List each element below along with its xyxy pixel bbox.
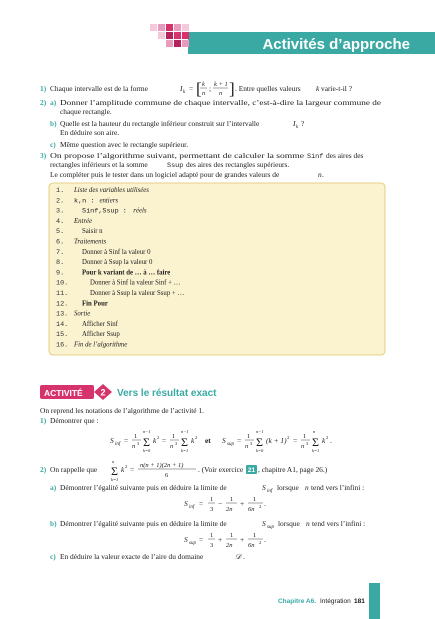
svg-text:+: + [218,535,223,544]
svg-text:;: ; [209,84,212,93]
svg-text:rectangles inférieurs et la so: rectangles inférieurs et la somme [50,160,148,169]
svg-text:Chaque intervalle est de la fo: Chaque intervalle est de la forme [50,84,148,93]
algorithm-line-number: 4. [56,217,65,226]
svg-text:3: 3 [137,441,140,446]
page-number: 181 [354,598,365,605]
svg-text:k: k [191,436,195,445]
svg-text:k=1: k=1 [181,448,189,453]
svg-text:k: k [322,436,326,445]
question-3 [40,151,363,179]
svg-text:n: n [305,483,309,492]
svg-text:sup: sup [189,541,196,546]
svg-text:des aires des: des aires des [326,151,364,160]
svg-text:.: . [330,436,332,445]
svg-text:1: 1 [303,433,307,440]
svg-text:I: I [293,119,296,128]
svg-text:b): b) [50,519,57,528]
svg-text:n−1: n−1 [143,429,151,434]
svg-text:1: 1 [253,532,257,539]
algorithm-line-text: Donner à Sinf la valeur 0 [82,248,151,256]
svg-text:2: 2 [157,435,160,440]
algorithm-line-text: Liste des variables utilisées [74,187,149,194]
algorithm-line-text: Fin Pour [82,300,108,308]
algorithm-line-text: Entrée [74,217,93,225]
mosaic-square [166,32,173,39]
mosaic-square [174,40,181,47]
svg-text:n: n [318,170,322,179]
svg-text:3: 3 [210,542,214,549]
svg-text:2n: 2n [226,506,233,513]
svg-text:S: S [184,535,188,544]
algorithm-line-text: k,n : [74,197,95,206]
algorithm-line-text: Traitements [74,238,107,246]
equation-sums [110,429,332,453]
svg-text:I: I [180,84,183,93]
svg-text:n(n + 1)(2n + 1): n(n + 1)(2n + 1) [140,462,184,469]
question-1 [40,79,352,98]
svg-text:k=0: k=0 [256,448,264,453]
svg-text:lorsque: lorsque [278,519,300,528]
mosaic-square [166,40,173,47]
svg-text:3: 3 [175,441,178,446]
mosaic-square [158,32,165,39]
svg-text:𝒟: 𝒟 [235,552,241,561]
svg-text:=: = [293,436,298,445]
svg-text:k: k [296,125,299,130]
svg-text:3): 3) [40,151,47,160]
svg-text:1: 1 [253,496,257,503]
svg-text:?: ? [301,119,305,128]
mosaic-square [158,24,165,31]
svg-text:n−1: n−1 [181,429,189,434]
svg-text:1: 1 [172,433,176,440]
svg-text:1: 1 [230,532,234,539]
svg-text:des aires des rectangles supér: des aires des rectangles supérieurs. [186,160,290,169]
mosaic-square [182,40,189,47]
page-title: Activités d’approche [262,36,410,53]
mosaic-square [174,32,181,39]
footer-section: Intégration [320,598,351,605]
svg-text:6n: 6n [248,506,255,513]
svg-text:.: . [264,499,266,508]
svg-text:2: 2 [259,540,262,545]
activity-title: Vers le résultat exact [117,388,217,399]
svg-text:=: = [189,84,194,93]
svg-text:1: 1 [210,496,214,503]
algorithm-line-number: 11. [56,290,69,298]
svg-text:sup: sup [227,442,234,447]
svg-text:tend vers l’infini :: tend vers l’infini : [311,483,365,492]
svg-text:inf: inf [189,505,195,510]
svg-text:+: + [240,535,245,544]
algorithm-line-text: Afficher Ssup [82,331,120,339]
algorithm-line-number: 7. [56,248,65,257]
svg-text:.: . [322,170,324,179]
svg-text:n: n [112,459,115,464]
algorithm-line-number: 14. [56,320,69,329]
svg-text:n: n [301,443,305,450]
svg-text:.: . [243,552,245,561]
svg-text:=: = [199,499,204,508]
sum-symbol: Σ [111,464,118,478]
svg-text:inf: inf [115,442,121,447]
svg-text:.: . [264,535,266,544]
svg-text:6n: 6n [248,542,255,549]
svg-text:n: n [170,443,174,450]
svg-text:tend vers l’infini :: tend vers l’infini : [312,519,366,528]
svg-text:=: = [162,436,167,445]
svg-text:Démontrer que :: Démontrer que : [50,416,99,425]
svg-text:. Entre quelles valeurs: . Entre quelles valeurs [235,84,301,93]
algorithm-line-text: Pour k variant de … à … faire [82,269,171,277]
algorithm-line-number: 3. [56,207,65,216]
mosaic-square [182,32,189,39]
svg-text:k: k [121,465,125,474]
algorithm-line-number: 1. [56,187,65,195]
svg-text:, chapitre A1, page 26.): , chapitre A1, page 26.) [258,465,328,474]
svg-text:n: n [202,90,206,97]
svg-text:. (Voir exercice: . (Voir exercice [198,465,244,474]
algorithm-line-text: Sortie [74,310,91,318]
svg-text:2: 2 [326,435,329,440]
svg-text:n: n [219,90,223,97]
svg-text:3: 3 [210,506,214,513]
algorithm-line-text: Saisir n [82,228,103,236]
svg-text:2: 2 [287,435,290,440]
svg-text:n: n [306,519,310,528]
svg-text:6: 6 [165,472,169,479]
svg-text:Quelle est la hauteur du recta: Quelle est la hauteur du rectangle inférieur construit sur l’intervalle [60,119,260,128]
footer-tab [369,583,380,619]
svg-text:Même question avec le rectangl: Même question avec le rectangle supérieur. [60,140,189,149]
svg-text:1): 1) [40,416,47,425]
algorithm-line-number: 10. [56,279,69,288]
svg-text:k + 1: k + 1 [214,81,228,88]
activity-2-header [40,384,217,400]
sum-symbol: Σ [143,435,150,449]
svg-text:On rappelle que: On rappelle que [50,465,98,474]
svg-text:a): a) [50,98,57,107]
algorithm-line-text: Donner à Ssup la valeur 0 [82,259,153,267]
svg-text:n: n [245,443,249,450]
exercise-number: 21 [247,467,256,474]
svg-text:3: 3 [306,441,309,446]
svg-text:2): 2) [40,98,47,107]
mosaic-square [182,24,189,31]
page-footer [278,583,380,619]
header-mosaic [150,24,189,47]
sum-symbol: Σ [312,435,319,449]
svg-text:=: = [124,436,129,445]
open-bracket: [ [196,79,202,98]
svg-text:n−1: n−1 [256,429,264,434]
svg-text:chaque rectangle.: chaque rectangle. [60,107,112,116]
svg-text:1: 1 [230,496,234,503]
svg-text:S: S [262,519,266,528]
svg-text:inf: inf [267,489,273,494]
algorithm-line-type: entiers [99,197,118,205]
svg-text:c): c) [50,552,56,561]
svg-text:−: − [218,499,223,508]
algorithm-line-number: 12. [56,300,69,309]
svg-text:S: S [222,436,226,445]
svg-text:=: = [237,436,242,445]
algorithm-line-text: Fin de l’algorithme [74,341,128,349]
mosaic-square [174,24,181,31]
footer-chapter: Chapitre A6. [277,598,316,605]
svg-text:k: k [202,81,205,88]
algorithm-line-number: 8. [56,259,65,268]
svg-text:a): a) [50,483,57,492]
svg-text:varie-t-il ?: varie-t-il ? [321,84,352,93]
activity-2-body [40,406,204,425]
svg-text:1: 1 [210,532,214,539]
svg-text:(k + 1): (k + 1) [266,436,287,445]
svg-text:n: n [132,443,136,450]
svg-text:S: S [262,483,266,492]
mosaic-square [166,24,173,31]
svg-text:S: S [184,499,188,508]
svg-text:Démontrer l’égalité suivante p: Démontrer l’égalité suivante puis en déduire la limite de [60,519,227,528]
algorithm-line-text: Sinf,Ssup : [82,207,127,216]
svg-text:k=0: k=0 [143,448,151,453]
svg-text:On propose l’algorithme suivan: On propose l’algorithme suivant, permettant de calculer la somme [50,151,305,160]
algorithm-line-number: 9. [56,269,65,278]
algorithm-line-text: Donner à Sinf la valeur Sinf + … [90,279,181,287]
svg-text:3: 3 [250,441,253,446]
algorithm-line-number: 13. [56,310,69,319]
question-2 [40,98,382,149]
mosaic-square [150,24,157,31]
svg-text:n: n [313,429,316,434]
algorithm-line-number: 5. [56,228,65,237]
svg-text:sup: sup [267,525,274,530]
activity-badge-label: ACTIVITÉ [44,388,83,398]
svg-text:b): b) [50,119,57,128]
svg-text:1: 1 [134,433,138,440]
algorithm-line-text: Donner à Ssup la valeur Ssup + … [90,290,185,297]
algorithm-line-number: 6. [56,238,65,247]
svg-text:et: et [205,436,211,445]
svg-text:2): 2) [40,465,47,474]
svg-text:c): c) [50,140,56,149]
svg-text:k=1: k=1 [312,448,320,453]
svg-text:1): 1) [40,84,47,93]
svg-text:2n: 2n [226,542,233,549]
algorithm-line-number: 2. [56,197,65,206]
svg-text:En déduire son aire.: En déduire son aire. [60,128,120,137]
activity-number: 2 [100,387,106,398]
svg-text:Donner l’amplitude commune de: Donner l’amplitude commune de chaque intervalle, c’est-à-dire la largeur commune de [60,98,382,107]
svg-text:Le compléter puis le tester da: Le compléter puis le tester dans un logiciel adapté pour de grandes valeurs de [50,170,280,179]
sum-symbol: Σ [256,435,263,449]
svg-text:Démontrer l’égalité suivante p: Démontrer l’égalité suivante puis en déduire la limite de [60,483,227,492]
svg-text:2: 2 [125,464,128,469]
algorithm-line-text: Afficher Sinf [82,320,118,328]
sum-symbol: Σ [181,435,188,449]
svg-text:1: 1 [247,433,251,440]
svg-text:k: k [316,84,320,93]
algorithm-line-type: réels [133,207,147,215]
svg-text:2: 2 [195,435,198,440]
svg-text:On reprend les notations de l’: On reprend les notations de l’algorithme de l’activité 1. [40,406,204,415]
svg-text:=: = [199,535,204,544]
svg-text:S: S [110,436,114,445]
svg-text:Sinf: Sinf [307,153,324,161]
svg-text:+: + [240,499,245,508]
svg-text:=: = [130,465,135,474]
svg-text:k: k [153,436,157,445]
close-bracket: ] [229,79,235,98]
svg-text:k: k [183,90,186,95]
svg-text:2: 2 [259,504,262,509]
svg-text:k=1: k=1 [111,477,119,482]
svg-text:En déduire la valeur exacte de: En déduire la valeur exacte de l’aire du domaine [60,552,204,561]
svg-text:lorsque: lorsque [277,483,299,492]
svg-text:Ssup: Ssup [167,162,184,170]
algorithm-line-number: 15. [56,331,69,340]
algorithm-line-number: 16. [56,341,69,350]
activity-2-question-2 [40,459,365,561]
